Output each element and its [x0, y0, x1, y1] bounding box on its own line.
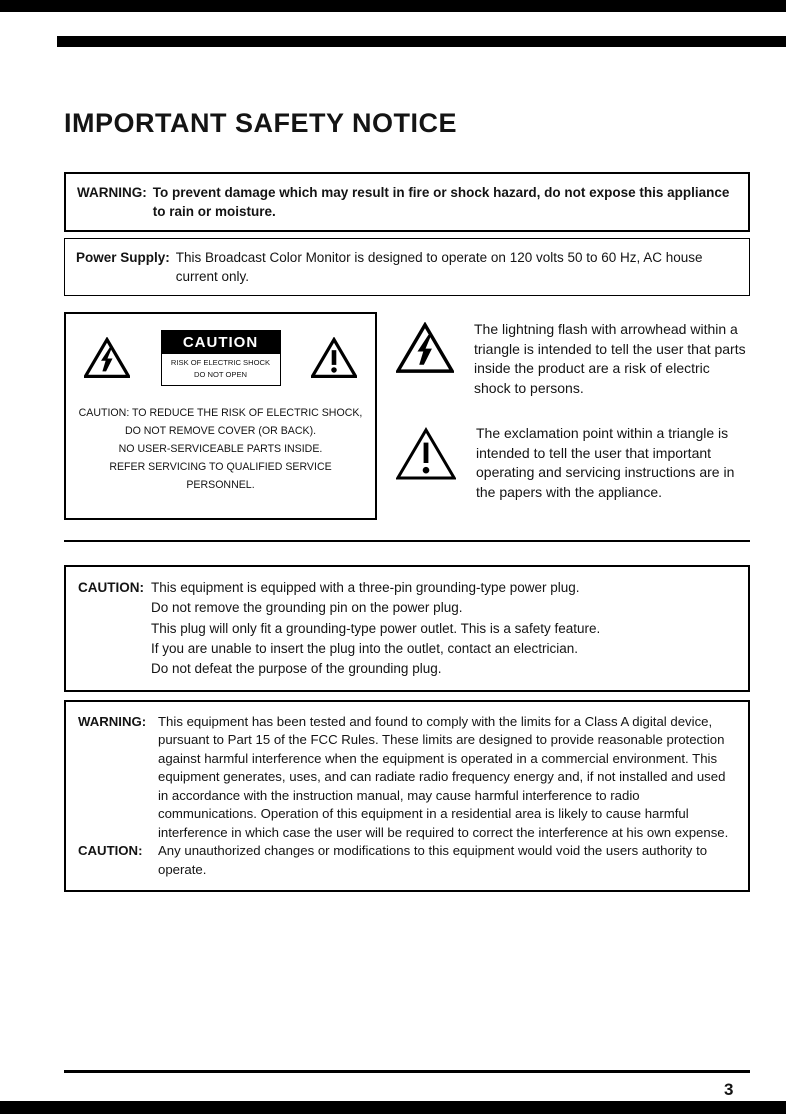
grounding-line: Do not remove the grounding pin on the power plug. — [151, 600, 463, 616]
section-divider-rule — [64, 540, 750, 542]
exclamation-triangle-icon — [396, 424, 456, 502]
caution-label-head: CAUTION — [162, 331, 280, 354]
do-not-open-line: DO NOT OPEN — [193, 369, 248, 379]
grounding-line: This equipment is equipped with a three-pin grounding-type power plug. — [151, 580, 580, 595]
caution-body-line: CAUTION: TO REDUCE THE RISK OF ELECTRIC SHOCK, — [78, 406, 363, 419]
grounding-caution-lines — [151, 578, 600, 679]
fcc-caution-label: CAUTION: — [78, 843, 143, 859]
grounding-line: This plug will only fit a grounding-type power outlet. This is a safety feature. — [151, 620, 601, 636]
page-number: 3 — [724, 1080, 734, 1099]
caution-body-line: NO USER-SERVICEABLE PARTS INSIDE. — [118, 442, 323, 455]
grounding-caution-label: CAUTION: — [78, 580, 144, 595]
risk-line: RISK OF ELECTRIC SHOCK — [170, 358, 271, 367]
lightning-triangle-icon — [396, 320, 454, 398]
lightning-triangle-icon — [84, 337, 130, 379]
symbol-explanation-exclamation — [396, 424, 756, 502]
fcc-warning-label: WARNING: — [78, 714, 147, 729]
power-supply-text: This Broadcast Color Monitor is designed to operate on 120 volts 50 to 60 Hz, AC house current only. — [175, 250, 703, 285]
warning-text: To prevent damage which may result in fire or shock hazard, do not expose this appliance to rain or moisture. — [152, 185, 730, 220]
caution-panel — [64, 312, 377, 520]
caution-label-box — [161, 330, 281, 386]
caution-icon-row — [76, 330, 365, 386]
fcc-caution-text: Any unauthorized changes or modifications to this equipment would void the users authority to operate. — [158, 843, 708, 877]
fcc-warning-text: This equipment has been tested and found to comply with the limits for a Class A digital device, pursuant to Part 15 of the FCC Rules. These limits are designed to provide reasonable protection against harmful interference when the equipment is operated in a commercial environment. This equipment generates, uses, and can radiate radio frequency energy and, if not installed and used in accordance with the instruction manual, may cause harmful interference to radio communications. Operation of this equipment in a residential area is likely to cause harmful interference in which case the user will be required to correct the interference at his own expense. — [158, 714, 729, 840]
page-title: IMPORTANT SAFETY NOTICE — [64, 108, 458, 138]
scan-artifact-top-bar — [0, 0, 786, 12]
scan-artifact-top-bar-2 — [57, 36, 786, 47]
caution-body-lines — [76, 404, 365, 494]
fcc-compliance-box — [64, 700, 750, 892]
grounding-line: If you are unable to insert the plug into the outlet, contact an electrician. — [151, 640, 579, 656]
symbol-explanation-lightning — [396, 320, 756, 398]
caution-body-line: DO NOT REMOVE COVER (OR BACK). — [124, 424, 317, 437]
footer-rule — [64, 1070, 750, 1073]
warning-label: WARNING: — [77, 185, 147, 200]
symbol-explanation-text: The lightning flash with arrowhead within a triangle is intended to tell the user that parts inside the product are a risk of electric shock to persons. — [474, 321, 746, 396]
caution-body-line: REFER SERVICING TO QUALIFIED SERVICE PERSONNEL. — [109, 460, 332, 491]
grounding-caution-box — [64, 565, 750, 692]
symbol-explanation-text: The exclamation point within a triangle is intended to tell the user that important operating and servicing instructions are in the papers with the appliance. — [476, 425, 735, 500]
scan-artifact-bottom-bar — [0, 1101, 786, 1114]
grounding-line: Do not defeat the purpose of the grounding plug. — [151, 661, 442, 676]
power-supply-label: Power Supply: — [76, 250, 170, 265]
power-supply-box — [64, 238, 750, 296]
exclamation-triangle-icon — [311, 337, 357, 379]
caution-label-sub — [162, 354, 280, 385]
warning-rain-box — [64, 172, 750, 232]
